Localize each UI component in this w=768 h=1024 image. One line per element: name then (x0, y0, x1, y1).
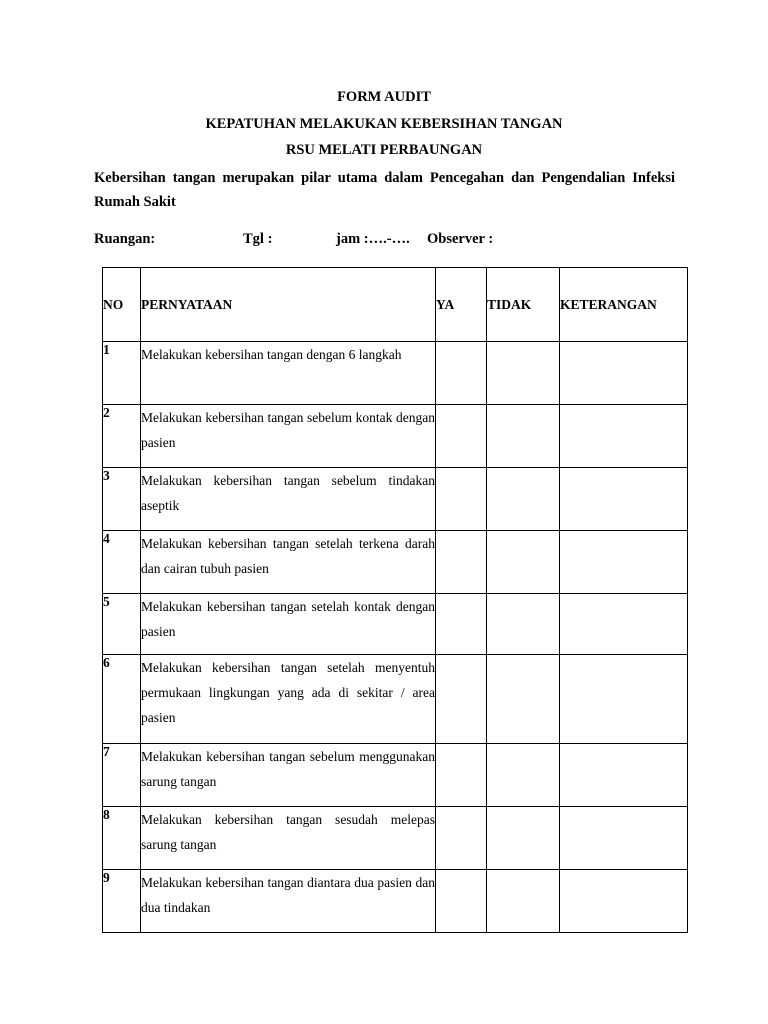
keterangan-cell[interactable] (560, 870, 688, 933)
meta-line (0, 229, 768, 249)
tidak-cell[interactable] (487, 405, 560, 468)
row-number: 3 (103, 468, 141, 531)
intro-paragraph: Kebersihan tangan merupakan pilar utama dalam Pencegahan dan Pengendalian Infeksi Rumah Sakit (94, 170, 675, 210)
tidak-cell[interactable] (487, 655, 560, 744)
tidak-cell[interactable] (487, 807, 560, 870)
tidak-cell[interactable] (487, 744, 560, 807)
table-row (103, 531, 688, 594)
row-statement: Melakukan kebersihan tangan dengan 6 langkah (141, 342, 436, 405)
header-keterangan: KETERANGAN (560, 268, 688, 342)
tidak-cell[interactable] (487, 594, 560, 655)
ya-cell[interactable] (436, 594, 487, 655)
row-number: 6 (103, 655, 141, 744)
row-number: 9 (103, 870, 141, 933)
table-row (103, 594, 688, 655)
keterangan-cell[interactable] (560, 744, 688, 807)
keterangan-cell[interactable] (560, 655, 688, 744)
table-row (103, 468, 688, 531)
jam-label: jam :….-…. (336, 231, 410, 247)
row-number: 7 (103, 744, 141, 807)
ya-cell[interactable] (436, 870, 487, 933)
keterangan-cell[interactable] (560, 594, 688, 655)
ruangan-label: Ruangan: (94, 231, 156, 247)
header-pernyataan: PERNYATAAN (141, 268, 436, 342)
tgl-label: Tgl : (243, 231, 273, 247)
ya-cell[interactable] (436, 405, 487, 468)
table-header-row (103, 268, 688, 342)
ya-cell[interactable] (436, 744, 487, 807)
table-row (103, 405, 688, 468)
tidak-cell[interactable] (487, 531, 560, 594)
table-row (103, 655, 688, 744)
row-statement: Melakukan kebersihan tangan sebelum kontak dengan pasien (141, 405, 436, 468)
ya-cell[interactable] (436, 655, 487, 744)
ya-cell[interactable] (436, 342, 487, 405)
row-number: 8 (103, 807, 141, 870)
form-subtitle: KEPATUHAN MELAKUKAN KEBERSIHAN TANGAN (205, 116, 563, 132)
tidak-cell[interactable] (487, 468, 560, 531)
observer-label: Observer : (427, 231, 494, 247)
form-title: FORM AUDIT (337, 89, 431, 105)
ya-cell[interactable] (436, 807, 487, 870)
row-statement: Melakukan kebersihan tangan sebelum menggunakan sarung tangan (141, 744, 436, 807)
header-tidak: TIDAK (487, 268, 560, 342)
tidak-cell[interactable] (487, 870, 560, 933)
keterangan-cell[interactable] (560, 531, 688, 594)
row-number: 2 (103, 405, 141, 468)
hospital-name: RSU MELATI PERBAUNGAN (285, 142, 483, 158)
table-row (103, 870, 688, 933)
table-row (103, 744, 688, 807)
row-statement: Melakukan kebersihan tangan setelah kontak dengan pasien (141, 594, 436, 655)
audit-table (102, 267, 688, 933)
row-number: 1 (103, 342, 141, 405)
tidak-cell[interactable] (487, 342, 560, 405)
row-statement: Melakukan kebersihan tangan diantara dua pasien dan dua tindakan (141, 870, 436, 933)
keterangan-cell[interactable] (560, 807, 688, 870)
row-statement: Melakukan kebersihan tangan sesudah melepas sarung tangan (141, 807, 436, 870)
keterangan-cell[interactable] (560, 468, 688, 531)
row-number: 5 (103, 594, 141, 655)
header-no: NO (103, 268, 141, 342)
table-row (103, 342, 688, 405)
table-body (103, 342, 688, 933)
row-statement: Melakukan kebersihan tangan setelah menyentuh permukaan lingkungan yang ada di sekitar / area pasien (141, 655, 436, 744)
row-statement: Melakukan kebersihan tangan sebelum tindakan aseptik (141, 468, 436, 531)
ya-cell[interactable] (436, 531, 487, 594)
keterangan-cell[interactable] (560, 342, 688, 405)
header-ya: YA (436, 268, 487, 342)
table-row (103, 807, 688, 870)
keterangan-cell[interactable] (560, 405, 688, 468)
ya-cell[interactable] (436, 468, 487, 531)
row-number: 4 (103, 531, 141, 594)
row-statement: Melakukan kebersihan tangan setelah terkena darah dan cairan tubuh pasien (141, 531, 436, 594)
